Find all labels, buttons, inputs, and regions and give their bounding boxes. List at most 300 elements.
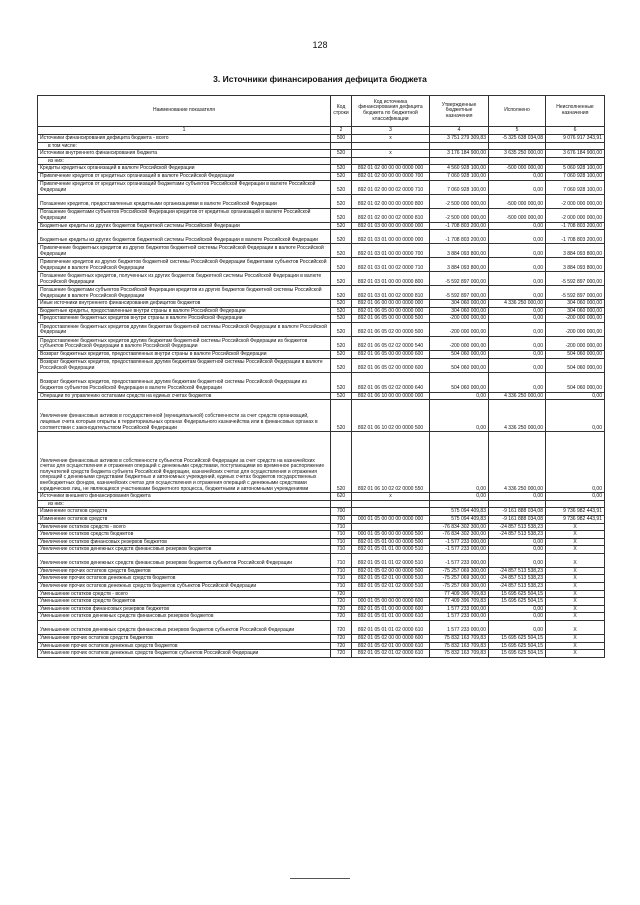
source-code-cell	[352, 500, 430, 508]
table-row	[38, 538, 605, 546]
row-name-cell: Источники внутреннего финансирования бюджета	[38, 150, 331, 158]
source-code-cell: 892 01 03 01 00 00 0000 000	[352, 230, 430, 244]
approved-amount-cell	[430, 500, 489, 508]
executed-amount-cell: 0,00	[489, 322, 546, 336]
table-row	[38, 300, 605, 308]
row-code-cell: 700	[331, 515, 352, 523]
approved-amount-cell: 75 832 163 709,83	[430, 635, 489, 643]
approved-amount-cell: 4 560 928 100,00	[430, 165, 489, 173]
table-row	[38, 400, 605, 432]
table-row	[38, 650, 605, 658]
table-row	[38, 350, 605, 358]
executed-amount-cell: 0,00	[489, 230, 546, 244]
column-header-name: Наименование показателя	[38, 96, 331, 127]
remaining-amount-cell: 0,00	[546, 493, 605, 501]
table-row	[38, 272, 605, 286]
source-code-cell: 892 01 06 05 02 00 0000 500	[352, 322, 430, 336]
column-header-approved: Утвержденные бюджетные назначения	[430, 96, 489, 127]
executed-amount-cell: 15 695 625 504,15	[489, 635, 546, 643]
row-name-cell: Операции по управлению остатками средств на единых счетах бюджетов	[38, 392, 331, 400]
executed-amount-cell: -500 000 000,00	[489, 165, 546, 173]
page-number: 128	[312, 40, 328, 50]
row-code-cell: 720	[331, 590, 352, 598]
approved-amount-cell: -2 500 000 000,00	[430, 194, 489, 208]
row-code-cell: 520	[331, 322, 352, 336]
approved-amount-cell: 1 577 233 000,00	[430, 605, 489, 613]
approved-amount-cell: -75 257 069 300,00	[430, 575, 489, 583]
approved-amount-cell: 75 832 163 709,83	[430, 642, 489, 650]
row-code-cell: 720	[331, 613, 352, 621]
approved-amount-cell: 77 409 396 709,83	[430, 598, 489, 606]
row-name-cell: Источники финансирования дефицита бюджета - всего	[38, 135, 331, 143]
table-row	[38, 208, 605, 222]
remaining-amount-cell: X	[546, 553, 605, 567]
approved-amount-cell: 504 060 000,00	[430, 350, 489, 358]
source-code-cell: 892 01 02 00 00 02 0000 810	[352, 208, 430, 222]
row-code-cell: 520	[331, 336, 352, 350]
remaining-amount-cell	[546, 157, 605, 165]
column-number: 2	[331, 127, 352, 135]
remaining-amount-cell: X	[546, 590, 605, 598]
table-row	[38, 172, 605, 180]
row-name-cell: Увеличение остатков финансовых резервов бюджетов	[38, 538, 331, 546]
table-row	[38, 244, 605, 258]
row-name-cell: Увеличение остатков денежных средств финансовых резервов бюджетов	[38, 546, 331, 554]
table-row	[38, 358, 605, 372]
bottom-separator-line	[290, 878, 350, 879]
executed-amount-cell: 0,00	[489, 244, 546, 258]
approved-amount-cell: 3 751 279 309,83	[430, 135, 489, 143]
remaining-amount-cell: -5 592 897 000,00	[546, 286, 605, 300]
source-code-cell: 892 01 06 05 00 00 0000 000	[352, 307, 430, 315]
executed-amount-cell: 0,00	[489, 613, 546, 621]
table-row	[38, 286, 605, 300]
remaining-amount-cell: X	[546, 531, 605, 539]
approved-amount-cell: -1 577 233 000,00	[430, 546, 489, 554]
row-name-cell: Увеличение финансовых активов в государственной (муниципальной) собственности за счет средств организаций, лицевые счета которым открыты в территориальных органах Федерального казначейства или в финансовых органах в соответствии с законодательством Российской Федерации	[38, 400, 331, 432]
row-name-cell: Изменение остатков средств	[38, 508, 331, 516]
row-code-cell: 710	[331, 583, 352, 591]
table-row	[38, 150, 605, 158]
source-code-cell: 892 01 05 02 01 00 0000 610	[352, 642, 430, 650]
deficit-financing-table	[37, 95, 605, 658]
row-code-cell: 520	[331, 150, 352, 158]
source-code-cell: 892 01 02 00 00 00 0000 700	[352, 172, 430, 180]
row-name-cell: в том числе:	[38, 142, 331, 150]
remaining-amount-cell: X	[546, 613, 605, 621]
row-code-cell: 710	[331, 546, 352, 554]
remaining-amount-cell: X	[546, 538, 605, 546]
remaining-amount-cell: 0,00	[546, 432, 605, 493]
source-code-cell: 000 01 05 00 00 00 0000 000	[352, 515, 430, 523]
table-row	[38, 230, 605, 244]
source-code-cell: 892 01 06 05 00 00 0000 500	[352, 315, 430, 323]
executed-amount-cell: -500 000 000,00	[489, 208, 546, 222]
row-code-cell: 720	[331, 650, 352, 658]
source-code-cell: 892 01 05 02 00 00 0000 600	[352, 635, 430, 643]
row-code-cell: 520	[331, 307, 352, 315]
executed-amount-cell: 0,00	[489, 307, 546, 315]
approved-amount-cell: -200 000 000,00	[430, 315, 489, 323]
executed-amount-cell: -24 857 513 538,23	[489, 567, 546, 575]
row-code-cell: 620	[331, 493, 352, 501]
remaining-amount-cell	[546, 142, 605, 150]
remaining-amount-cell: -200 000 000,00	[546, 315, 605, 323]
column-number: 3	[352, 127, 430, 135]
remaining-amount-cell: -200 000 000,00	[546, 322, 605, 336]
table-row	[38, 157, 605, 165]
remaining-amount-cell: 504 060 000,00	[546, 350, 605, 358]
approved-amount-cell: 0,00	[430, 392, 489, 400]
executed-amount-cell: 0,00	[489, 553, 546, 567]
row-name-cell: Возврат бюджетных кредитов, предоставленных внутри страны в валюте Российской Федерации	[38, 350, 331, 358]
remaining-amount-cell: X	[546, 650, 605, 658]
table-row	[38, 432, 605, 493]
source-code-cell: 892 01 02 00 00 00 0000 800	[352, 194, 430, 208]
row-name-cell: Увеличение прочих остатков денежных средств бюджетов субъектов Российской Федерации	[38, 583, 331, 591]
remaining-amount-cell: X	[546, 575, 605, 583]
source-code-cell: 892 01 06 10 02 00 0000 500	[352, 400, 430, 432]
remaining-amount-cell: 3 676 184 900,00	[546, 150, 605, 158]
row-name-cell: Уменьшение остатков средств - всего	[38, 590, 331, 598]
table-row	[38, 307, 605, 315]
row-name-cell: Увеличение остатков средств бюджетов	[38, 531, 331, 539]
remaining-amount-cell	[546, 500, 605, 508]
table-row	[38, 508, 605, 516]
approved-amount-cell: 0,00	[430, 493, 489, 501]
row-name-cell: Уменьшение прочих остатков денежных средств бюджетов субъектов Российской Федерации	[38, 650, 331, 658]
row-name-cell: Предоставление бюджетных кредитов другим бюджетам бюджетной системы Российской Федерации из бюджетов субъектов Российской Федерации в валюте Российской Федерации	[38, 336, 331, 350]
approved-amount-cell: 3 176 184 900,00	[430, 150, 489, 158]
table-row	[38, 392, 605, 400]
executed-amount-cell: 0,00	[489, 258, 546, 272]
row-code-cell: 520	[331, 172, 352, 180]
remaining-amount-cell: X	[546, 546, 605, 554]
executed-amount-cell: 0,00	[489, 372, 546, 392]
approved-amount-cell: -5 592 897 000,00	[430, 286, 489, 300]
table-row	[38, 372, 605, 392]
approved-amount-cell: -5 592 897 000,00	[430, 272, 489, 286]
row-code-cell: 520	[331, 300, 352, 308]
executed-amount-cell: 0,00	[489, 336, 546, 350]
source-code-cell: 892 01 03 00 00 00 0000 000	[352, 222, 430, 230]
executed-amount-cell: 15 695 625 504,15	[489, 590, 546, 598]
remaining-amount-cell: 304 060 000,00	[546, 300, 605, 308]
executed-amount-cell: 0,00	[489, 315, 546, 323]
executed-amount-cell: 15 695 625 504,15	[489, 598, 546, 606]
remaining-amount-cell: 504 060 000,00	[546, 358, 605, 372]
source-code-cell	[352, 157, 430, 165]
row-name-cell: Привлечение кредитов от кредитных организаций в валюте Российской Федерации	[38, 172, 331, 180]
source-code-cell: 892 01 05 01 01 00 0000 610	[352, 613, 430, 621]
row-name-cell: Кредиты кредитных организаций в валюте Российской Федерации	[38, 165, 331, 173]
remaining-amount-cell: -1 708 803 200,00	[546, 230, 605, 244]
remaining-amount-cell: X	[546, 523, 605, 531]
row-code-cell: 710	[331, 531, 352, 539]
executed-amount-cell: -24 857 513 538,23	[489, 575, 546, 583]
source-code-cell: 892 01 05 01 01 02 0000 610	[352, 621, 430, 635]
row-name-cell: Увеличение прочих остатков средств бюджетов	[38, 567, 331, 575]
remaining-amount-cell: -200 000 000,00	[546, 336, 605, 350]
table-row	[38, 165, 605, 173]
executed-amount-cell: -24 857 513 538,23	[489, 523, 546, 531]
row-name-cell: Иные источники внутреннего финансирования дефицитов бюджетов	[38, 300, 331, 308]
source-code-cell	[352, 142, 430, 150]
source-code-cell: 892 01 06 05 02 02 0000 540	[352, 336, 430, 350]
approved-amount-cell: 575 094 409,83	[430, 508, 489, 516]
table-row	[38, 583, 605, 591]
source-code-cell: 892 01 05 01 01 00 0000 510	[352, 546, 430, 554]
remaining-amount-cell: 7 060 928 100,00	[546, 180, 605, 194]
table-row	[38, 553, 605, 567]
source-code-cell: 892 01 06 10 02 02 0000 550	[352, 432, 430, 493]
row-code-cell: 520	[331, 400, 352, 432]
row-code-cell: 710	[331, 538, 352, 546]
approved-amount-cell: 0,00	[430, 432, 489, 493]
approved-amount-cell: -76 834 302 300,00	[430, 531, 489, 539]
row-code-cell: 520	[331, 208, 352, 222]
row-code-cell: 720	[331, 621, 352, 635]
source-code-cell: 892 01 03 01 00 02 0000 710	[352, 258, 430, 272]
approved-amount-cell: -1 577 233 000,00	[430, 553, 489, 567]
row-code-cell: 520	[331, 272, 352, 286]
source-code-cell: 892 01 06 00 00 00 0000 000	[352, 300, 430, 308]
executed-amount-cell: -24 857 513 538,23	[489, 583, 546, 591]
approved-amount-cell: -75 257 069 300,00	[430, 583, 489, 591]
row-code-cell: 520	[331, 180, 352, 194]
row-name-cell: Увеличение финансовых активов в собственности субъектов Российской Федерации за счет средств на казначейских счетах для осуществления и отражения операций с денежными средствами, поступающими во временное распоряжение получателей средств бюджета субъекта Российской Федерации, казначейских счетах для осуществления и отражения операций с денежными средствами бюджетных и автономных учреждений, единых счетах бюджетов государственных внебюджетных фондов, казначейских счетах для осуществления и отражения операций с денежными средствами юридических лиц, не являющихся участниками бюджетного процесса, бюджетными и автономными учреждениями	[38, 432, 331, 493]
table-row	[38, 222, 605, 230]
row-name-cell: Бюджетные кредиты из других бюджетов бюджетной системы Российской Федерации в валюте Российской Федерации	[38, 230, 331, 244]
remaining-amount-cell: X	[546, 642, 605, 650]
approved-amount-cell: -200 000 000,00	[430, 322, 489, 336]
row-code-cell: 520	[331, 194, 352, 208]
row-name-cell: Привлечение кредитов от кредитных организаций бюджетами субъектов Российской Федерации в валюте Российской Федерации	[38, 180, 331, 194]
remaining-amount-cell: -2 000 000 000,00	[546, 194, 605, 208]
approved-amount-cell: -200 000 000,00	[430, 336, 489, 350]
executed-amount-cell: -9 161 888 034,08	[489, 515, 546, 523]
remaining-amount-cell: 3 884 093 800,00	[546, 258, 605, 272]
table-row	[38, 336, 605, 350]
executed-amount-cell: 4 336 250 000,00	[489, 392, 546, 400]
remaining-amount-cell: 9 736 982 443,91	[546, 508, 605, 516]
table-row	[38, 642, 605, 650]
executed-amount-cell: 0,00	[489, 538, 546, 546]
table-header-row	[38, 96, 605, 127]
source-code-cell: 892 01 06 05 02 00 0000 600	[352, 358, 430, 372]
table-row	[38, 142, 605, 150]
table-row	[38, 531, 605, 539]
row-code-cell: 710	[331, 523, 352, 531]
row-name-cell: Привлечение бюджетных кредитов из других бюджетов бюджетной системы Российской Федерации в валюте Российской Федерации	[38, 244, 331, 258]
table-row	[38, 523, 605, 531]
source-code-cell: 892 01 03 01 00 00 0000 800	[352, 272, 430, 286]
remaining-amount-cell: 7 060 928 100,00	[546, 172, 605, 180]
row-name-cell: Бюджетные кредиты из других бюджетов бюджетной системы Российской Федерации	[38, 222, 331, 230]
row-code-cell: 520	[331, 372, 352, 392]
row-code-cell: 520	[331, 258, 352, 272]
source-code-cell: 892 01 05 01 01 02 0000 510	[352, 553, 430, 567]
row-name-cell: Бюджетные кредиты, предоставленные внутри страны в валюте Российской Федерации	[38, 307, 331, 315]
remaining-amount-cell: 0,00	[546, 392, 605, 400]
row-name-cell: Источники внешнего финансирования бюджета	[38, 493, 331, 501]
executed-amount-cell: 0,00	[489, 180, 546, 194]
row-code-cell: 500	[331, 135, 352, 143]
row-name-cell: Уменьшение прочих остатков денежных средств бюджетов	[38, 642, 331, 650]
row-code-cell: 520	[331, 392, 352, 400]
approved-amount-cell: -1 708 803 200,00	[430, 230, 489, 244]
remaining-amount-cell: 0,00	[546, 400, 605, 432]
column-number: 1	[38, 127, 331, 135]
remaining-amount-cell: -1 708 803 200,00	[546, 222, 605, 230]
row-name-cell: Погашение бюджетных кредитов, полученных из других бюджетов бюджетной системы Российской Федерации в валюте Российской Федерации	[38, 272, 331, 286]
approved-amount-cell: 3 884 093 800,00	[430, 258, 489, 272]
column-header-source-code: Код источника финансирования дефицита бюджета по бюджетной классификации	[352, 96, 430, 127]
table-row	[38, 322, 605, 336]
executed-amount-cell	[489, 157, 546, 165]
row-code-cell: 520	[331, 432, 352, 493]
table-row	[38, 135, 605, 143]
table-row	[38, 575, 605, 583]
row-name-cell: Уменьшение остатков денежных средств финансовых резервов бюджетов субъектов Российской Федерации	[38, 621, 331, 635]
row-code-cell: 520	[331, 230, 352, 244]
executed-amount-cell: 4 336 250 000,00	[489, 300, 546, 308]
table-row	[38, 493, 605, 501]
executed-amount-cell: 4 336 250 000,00	[489, 400, 546, 432]
approved-amount-cell: 504 060 000,00	[430, 372, 489, 392]
source-code-cell: 892 01 06 05 02 02 0000 640	[352, 372, 430, 392]
row-code-cell: 520	[331, 358, 352, 372]
approved-amount-cell	[430, 157, 489, 165]
source-code-cell: 000 01 05 00 00 00 0000 600	[352, 598, 430, 606]
executed-amount-cell	[489, 500, 546, 508]
remaining-amount-cell: 5 060 928 100,00	[546, 165, 605, 173]
executed-amount-cell: -5 325 638 034,08	[489, 135, 546, 143]
row-name-cell: из них:	[38, 157, 331, 165]
row-code-cell: 710	[331, 567, 352, 575]
executed-amount-cell: 0,00	[489, 493, 546, 501]
source-code-cell: 892 01 02 00 00 00 0000 000	[352, 165, 430, 173]
source-code-cell	[352, 508, 430, 516]
table-row	[38, 500, 605, 508]
remaining-amount-cell: 304 060 000,00	[546, 307, 605, 315]
remaining-amount-cell: X	[546, 567, 605, 575]
executed-amount-cell: 0,00	[489, 605, 546, 613]
approved-amount-cell: 1 577 233 000,00	[430, 613, 489, 621]
approved-amount-cell: 575 094 409,83	[430, 515, 489, 523]
approved-amount-cell: 1 577 233 000,00	[430, 621, 489, 635]
row-code-cell: 520	[331, 286, 352, 300]
remaining-amount-cell: X	[546, 635, 605, 643]
row-name-cell: Возврат бюджетных кредитов, предоставленных другим бюджетам бюджетной системы Российской Федерации из бюджетов субъектов Российской Федерации в валюте Российской Федерации	[38, 372, 331, 392]
row-code-cell	[331, 142, 352, 150]
row-name-cell: из них:	[38, 500, 331, 508]
source-code-cell: 892 01 05 02 01 02 0000 610	[352, 650, 430, 658]
source-code-cell: 892 01 03 01 00 00 0000 700	[352, 244, 430, 258]
row-code-cell: 520	[331, 222, 352, 230]
row-name-cell: Привлечение кредитов из других бюджетов бюджетной системы Российской Федерации бюджетами субъектов Российской Федерации в валюте Российской Федерации	[38, 258, 331, 272]
executed-amount-cell: 15 695 625 504,15	[489, 650, 546, 658]
executed-amount-cell: 0,00	[489, 172, 546, 180]
table-row	[38, 598, 605, 606]
approved-amount-cell: 0,00	[430, 400, 489, 432]
table-row	[38, 258, 605, 272]
row-code-cell: 520	[331, 350, 352, 358]
row-code-cell: 520	[331, 165, 352, 173]
source-code-cell: 892 01 06 05 00 00 0000 600	[352, 350, 430, 358]
table-row	[38, 613, 605, 621]
column-number: 6	[546, 127, 605, 135]
approved-amount-cell: -76 834 302 300,00	[430, 523, 489, 531]
row-name-cell: Погашение бюджетами субъектов Российской Федерации кредитов от кредитных организаций в валюте Российской Федерации	[38, 208, 331, 222]
approved-amount-cell: -2 500 000 000,00	[430, 208, 489, 222]
column-header-row-code: Код строки	[331, 96, 352, 127]
source-code-cell	[352, 523, 430, 531]
row-code-cell: 700	[331, 508, 352, 516]
row-code-cell: 520	[331, 244, 352, 258]
row-name-cell: Увеличение прочих остатков денежных средств бюджетов	[38, 575, 331, 583]
executed-amount-cell: 15 695 625 504,15	[489, 642, 546, 650]
approved-amount-cell: 304 060 000,00	[430, 300, 489, 308]
row-name-cell: Возврат бюджетных кредитов, предоставленных другим бюджетам бюджетной системы Российской Федерации в валюте Российской Федерации	[38, 358, 331, 372]
approved-amount-cell: 304 060 000,00	[430, 307, 489, 315]
approved-amount-cell: 77 409 396 709,83	[430, 590, 489, 598]
approved-amount-cell: 7 060 928 100,00	[430, 180, 489, 194]
executed-amount-cell: 0,00	[489, 286, 546, 300]
executed-amount-cell: 0,00	[489, 546, 546, 554]
row-name-cell: Увеличение остатков средств - всего	[38, 523, 331, 531]
executed-amount-cell: 0,00	[489, 350, 546, 358]
row-code-cell: 720	[331, 598, 352, 606]
section-title: 3. Источники финансирования дефицита бюджета	[213, 74, 427, 84]
table-row	[38, 621, 605, 635]
approved-amount-cell: -75 257 069 300,00	[430, 567, 489, 575]
row-code-cell: 520	[331, 315, 352, 323]
executed-amount-cell: -500 000 000,00	[489, 194, 546, 208]
table-row	[38, 546, 605, 554]
approved-amount-cell: 3 884 093 800,00	[430, 244, 489, 258]
source-code-cell: x	[352, 493, 430, 501]
column-number-row	[38, 127, 605, 135]
approved-amount-cell: 504 060 000,00	[430, 358, 489, 372]
remaining-amount-cell: X	[546, 605, 605, 613]
table-row	[38, 180, 605, 194]
executed-amount-cell: 0,00	[489, 621, 546, 635]
executed-amount-cell: 0,00	[489, 358, 546, 372]
approved-amount-cell: -1 708 803 200,00	[430, 222, 489, 230]
row-name-cell: Уменьшение остатков средств бюджетов	[38, 598, 331, 606]
row-name-cell: Увеличение остатков денежных средств финансовых резервов бюджетов субъектов Российской Федерации	[38, 553, 331, 567]
source-code-cell: x	[352, 150, 430, 158]
row-code-cell: 720	[331, 635, 352, 643]
table-row	[38, 567, 605, 575]
source-code-cell: 892 01 05 01 00 00 0000 600	[352, 605, 430, 613]
row-name-cell: Уменьшение прочих остатков средств бюджетов	[38, 635, 331, 643]
source-code-cell: 892 01 06 10 00 00 0000 000	[352, 392, 430, 400]
executed-amount-cell: 0,00	[489, 272, 546, 286]
remaining-amount-cell: 9 736 982 443,91	[546, 515, 605, 523]
approved-amount-cell: -1 577 233 000,00	[430, 538, 489, 546]
approved-amount-cell: 7 060 928 100,00	[430, 172, 489, 180]
executed-amount-cell: 0,00	[489, 222, 546, 230]
source-code-cell: 892 01 05 01 00 00 0000 500	[352, 538, 430, 546]
source-code-cell: x	[352, 135, 430, 143]
table-row	[38, 635, 605, 643]
row-code-cell	[331, 157, 352, 165]
approved-amount-cell: 75 832 163 709,83	[430, 650, 489, 658]
approved-amount-cell	[430, 142, 489, 150]
table-row	[38, 515, 605, 523]
